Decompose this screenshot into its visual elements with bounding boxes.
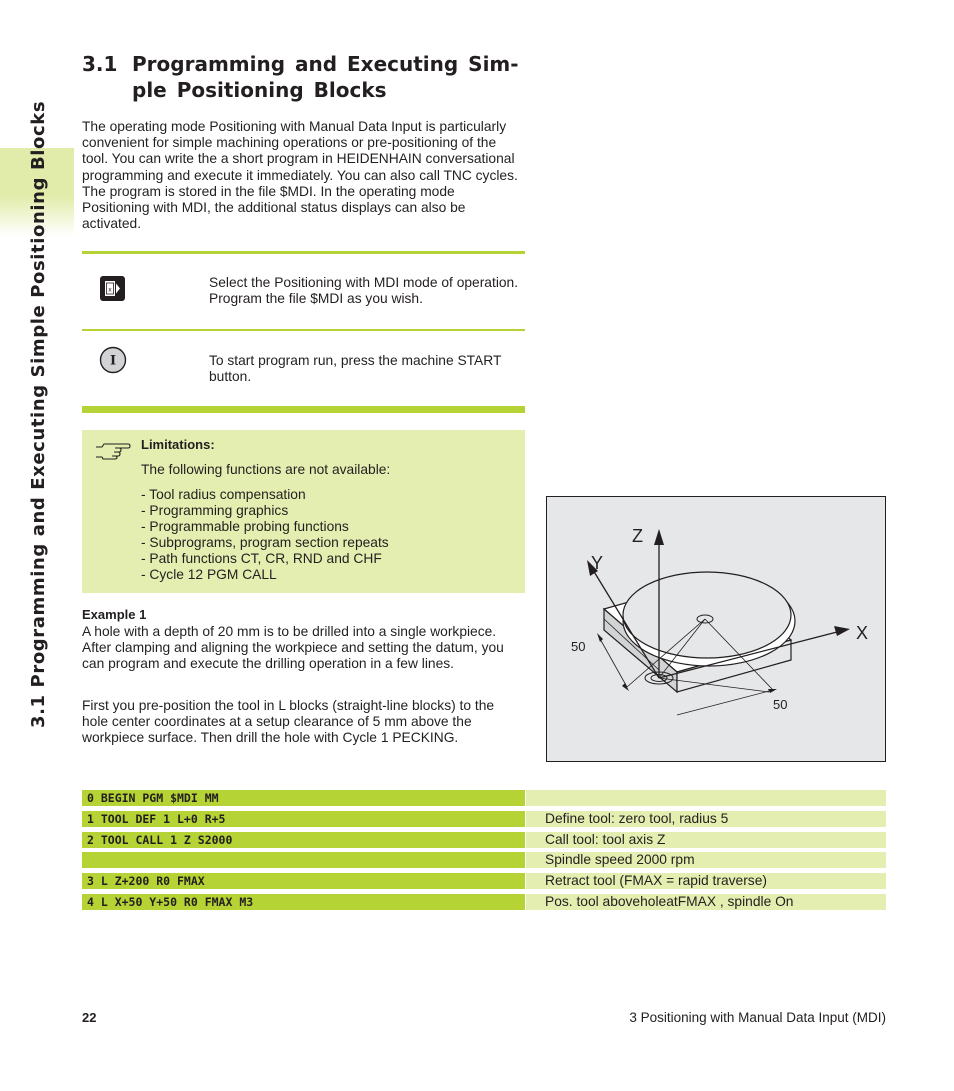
axis-label-y: Y: [591, 553, 604, 573]
step-2-text: To start program run, press the machine START button.: [209, 353, 502, 385]
program-code: 0 BEGIN PGM $MDI MM: [82, 790, 525, 806]
workpiece-drawing: [547, 497, 885, 761]
intro-paragraph: The operating mode Positioning with Manual Data Input is particularly convenient for simple machining operations or pre-positioning of the tool. You can write the a short program in HEIDENHAIN conversational programming and execute it immediately. You can also call TNC cycles. The program is stored in the file $MDI. In the operating mode Positioning with MDI, the additional status displays can also be activated.: [82, 119, 518, 232]
machine-start-key-icon: [99, 346, 127, 374]
step-divider-middle: [82, 329, 525, 331]
example-title: Example 1: [82, 607, 147, 622]
example-paragraph-2: First you pre-position the tool in L blocks (straight-line blocks) to the hole center coordinates at a setup clearance of 5 mm above the workpiece surface. Then drill the hole with Cycle 1 PECKING.: [82, 698, 495, 746]
svg-text:x: x: [108, 286, 112, 294]
list-item: - Tool radius compensation: [141, 487, 306, 502]
program-code: 1 TOOL DEF 1 L+0 R+5: [82, 811, 525, 827]
program-comment: Pos. tool aboveholeatFMAX , spindle On: [526, 894, 886, 910]
program-comment: Retract tool (FMAX = rapid traverse): [526, 873, 886, 889]
workpiece-figure: [546, 496, 886, 762]
svg-text:I: I: [109, 353, 117, 369]
program-code: [82, 852, 525, 868]
axis-label-x: X: [856, 623, 869, 643]
program-comment: Define tool: zero tool, radius 5: [526, 811, 886, 827]
section-number: 3.1: [82, 52, 118, 76]
step-1-text: Select the Positioning with MDI mode of operation. Program the file $MDI as you wish.: [209, 275, 519, 307]
mdi-mode-key-icon: [99, 275, 126, 302]
list-item: - Programmable probing functions: [141, 519, 349, 534]
program-comment: Call tool: tool axis Z: [526, 832, 886, 848]
section-title: Programming and Executing Sim-ple Positioning Blocks: [132, 52, 519, 102]
step-divider-bottom: [82, 406, 525, 413]
page-number: 22: [82, 1010, 97, 1025]
limitations-intro: The following functions are not available:: [141, 462, 391, 477]
side-chapter-title: 3.1 Programming and Executing Simple Positioning Blocks: [28, 100, 49, 728]
axis-label-z: Z: [632, 526, 643, 546]
limitations-list: [141, 487, 521, 583]
footer-chapter: 3 Positioning with Manual Data Input (MDI): [629, 1010, 886, 1025]
limitations-title: Limitations:: [141, 437, 215, 452]
program-comment: [526, 790, 886, 806]
list-item: - Programming graphics: [141, 503, 289, 518]
step-divider-top: [82, 251, 525, 254]
dimension-label-x: 50: [773, 697, 788, 712]
program-code: 3 L Z+200 R0 FMAX: [82, 873, 525, 889]
list-item: - Path functions CT, CR, RND and CHF: [141, 551, 382, 566]
list-item: - Subprograms, program section repeats: [141, 535, 389, 550]
list-item: - Cycle 12 PGM CALL: [141, 567, 277, 582]
program-code: 4 L X+50 Y+50 R0 FMAX M3: [82, 894, 525, 910]
pointing-hand-icon: [95, 440, 131, 460]
program-code: 2 TOOL CALL 1 Z S2000: [82, 832, 525, 848]
program-comment: Spindle speed 2000 rpm: [526, 852, 886, 868]
example-paragraph-1: A hole with a depth of 20 mm is to be drilled into a single workpiece. After clamping and aligning the workpiece and setting the datum, you can program and execute the drilling operation in a few lines.: [82, 624, 504, 672]
dimension-label-y: 50: [571, 639, 586, 654]
